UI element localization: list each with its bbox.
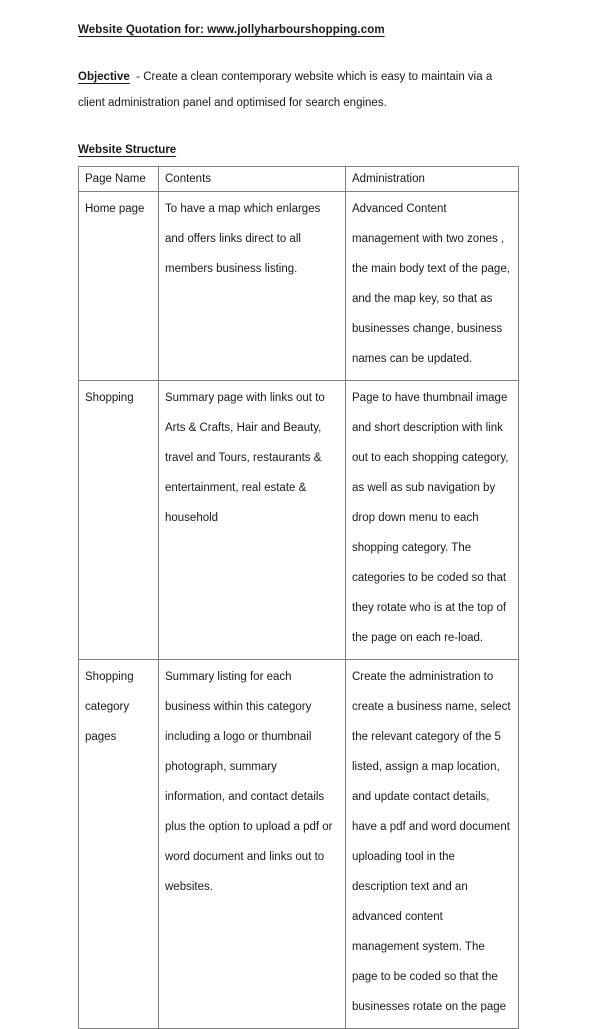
objective-text: Create a clean contemporary website which is easy to maintain via a client administration panel and optimised for search engines.	[78, 71, 493, 109]
page-title: Website Quotation for: www.jollyharbourshopping.com	[78, 24, 385, 36]
cell-contents: Summary listing for each business within this category including a logo or thumbnail photograph, summary information, and contact details plus the option to upload a pdf or word document and links out to websites.	[159, 660, 346, 1029]
section-heading-website-structure: Website Structure	[78, 144, 177, 156]
column-header-administration: Administration	[346, 167, 519, 192]
column-header-contents: Contents	[159, 167, 346, 192]
cell-page-name: Shopping	[79, 381, 159, 660]
column-header-page-name: Page Name	[79, 167, 159, 192]
table-header-row	[79, 167, 519, 192]
objective-label: Objective	[78, 71, 130, 83]
cell-administration: Create the administration to create a business name, select the relevant category of the 5 listed, assign a map location, and update contact details, have a pdf and word document uploading tool in the description text and an advanced content management system. The page to be coded so that the businesses rotate on the page	[346, 660, 519, 1029]
cell-contents: To have a map which enlarges and offers links direct to all members business listing.	[159, 192, 346, 381]
table-row	[79, 192, 519, 381]
cell-page-name: Shopping category pages	[79, 660, 159, 1029]
cell-administration: Advanced Content management with two zones , the main body text of the page, and the map key, so that as businesses change, business names can be updated.	[346, 192, 519, 381]
table-row	[79, 660, 519, 1029]
objective-separator: -	[136, 71, 141, 83]
cell-contents: Summary page with links out to Arts & Crafts, Hair and Beauty, travel and Tours, restaurants & entertainment, real estate & household	[159, 381, 346, 660]
cell-administration: Page to have thumbnail image and short description with link out to each shopping category, as well as sub navigation by drop down menu to each shopping category. The categories to be coded so that they rotate who is at the top of the page on each re-load.	[346, 381, 519, 660]
cell-page-name: Home page	[79, 192, 159, 381]
website-structure-table	[78, 166, 519, 1029]
objective-paragraph	[78, 64, 508, 116]
table-row	[79, 381, 519, 660]
